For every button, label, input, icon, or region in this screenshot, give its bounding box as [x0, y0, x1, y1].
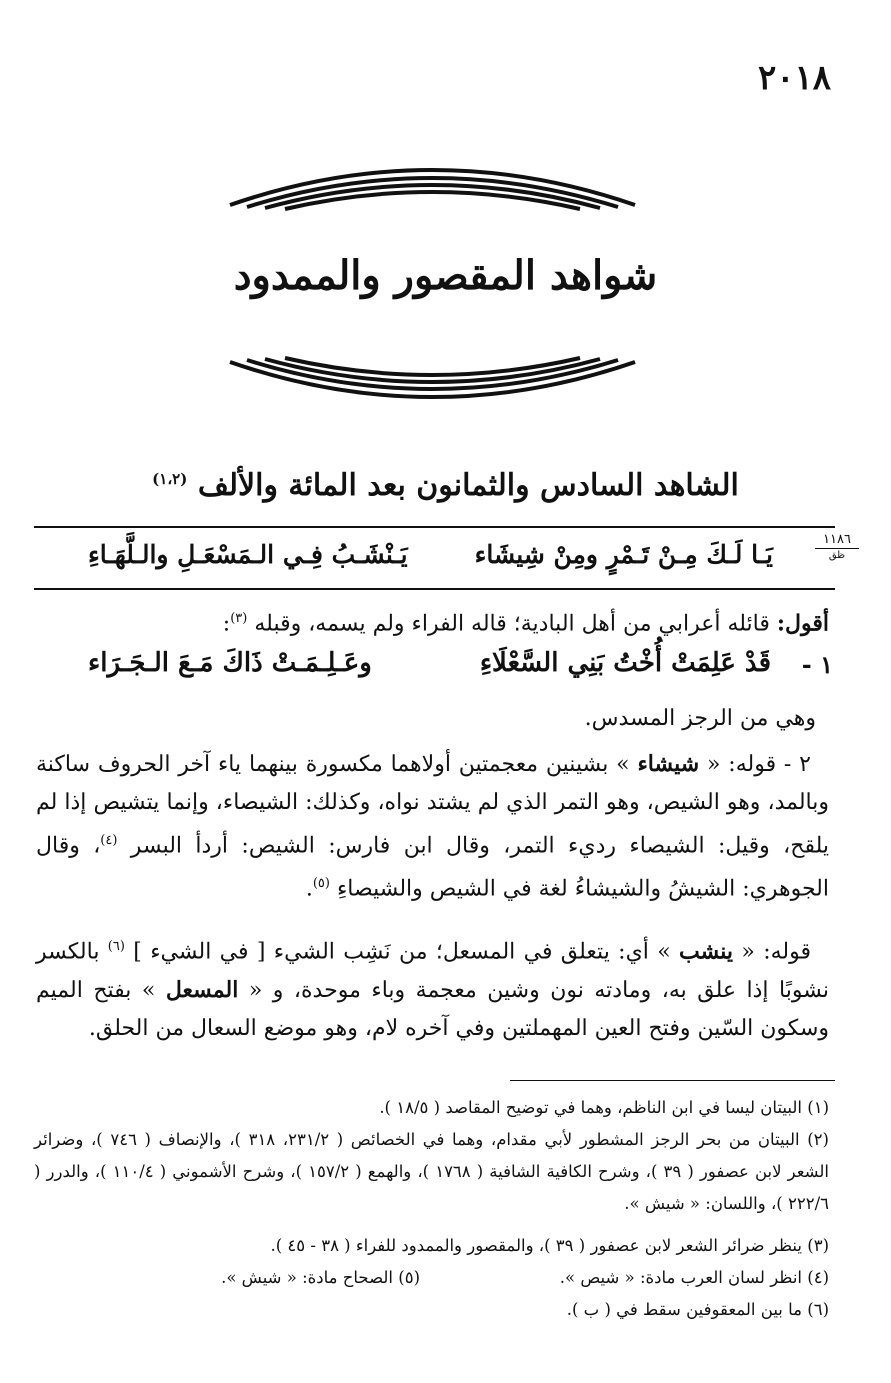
aqul-text: قائله أعرابي من أهل البادية؛ قاله الفراء ولم يسمه، وقبله — [254, 611, 770, 637]
main-verse-number-top: ١١٨٦ — [815, 533, 859, 549]
footnote-2: (٢) البيتان من بحر الرجز المشطور لأبي مقدام، وهما في الخصائص ( ٢٣١/٢، ٣١٨ )، والإنصاف ( ٧٤٦ )، وضرائر الشعر لابن عصفور ( ٣٩ )، وشرح الكافية الشافية ( ١٧٦٨ )، والهمع ( ١٥٧/٢ )، وشرح الأشموني ( ١١٠/٤ )، والدرر ( ٢٢٢/٦ )، واللسان: « شيش ». — [34, 1130, 829, 1213]
paragraph-aqul — [36, 600, 829, 643]
para3-text-a: » أي: يتعلق في المسعل؛ من نَشِب الشيء [ في الشيء ] — [124, 939, 680, 965]
para2-text-b: ، وقال الجوهري: الشيشُ والشيشاءُ لغة في الشيص والشيصاءِ — [36, 833, 829, 902]
meter-note: وهي من الرجز المسدس. — [584, 706, 816, 731]
para3-text-c: » بفتح الميم وسكون السّين وفتح العين المهملتين وفي آخره لام، وهو موضع السعال من الحلق. — [36, 978, 829, 1042]
aqul-note: (٣) — [230, 611, 248, 626]
section-title-text: الشاهد السادس والثمانون بعد المائة والألف — [197, 468, 739, 503]
footnote-4: (٤) انظر لسان العرب مادة: « شيص ». — [559, 1268, 829, 1287]
main-verse-number-bottom: ظق — [828, 550, 846, 561]
verse-rule-top — [34, 526, 835, 528]
pre-verse-number: ١ - — [801, 650, 833, 679]
footnote-1: (١) البيتان ليسا في ابن الناظم، وهما في توضيح المقاصد ( ١٨/٥ ). — [379, 1098, 829, 1117]
page-number: ٢٠١٨ — [757, 58, 831, 98]
pre-verse-hemistich-1: قَدْ عَلِمَتْ أُخْتُ بَنِي السَّعْلَاءِ — [479, 648, 771, 678]
para3-word-2: المسعل — [165, 977, 239, 1004]
para2-end: . — [305, 876, 313, 902]
para2-note-a: (٤) — [100, 833, 118, 848]
para2-lead: ٢ - قوله: « — [699, 752, 811, 777]
main-verse-number — [815, 533, 859, 563]
verse-rule-bottom — [34, 588, 835, 590]
pre-verse-hemistich-2: وعَـلِـمَـتْ ذَاكَ مَـعَ الـجَـرَاء — [88, 648, 372, 678]
top-arc-ornament — [225, 145, 640, 215]
paragraph-2 — [36, 745, 829, 909]
chapter-title: شواهد المقصور والممدود — [233, 252, 658, 299]
footnote-5: (٥) الصحاح مادة: « شيش ». — [221, 1268, 420, 1287]
bottom-arc-ornament — [225, 352, 640, 422]
para3-word-1: ينشب — [679, 938, 734, 965]
para3-lead: قوله: « — [733, 939, 811, 965]
footnote-3: (٣) ينظر ضرائر الشعر لابن عصفور ( ٣٩ )، والمقصور والممدود للفراء ( ٣٨ - ٤٥ ). — [270, 1236, 829, 1255]
para3-text-b: بالكسر نشوبًا إذا علق به، ومادته نون وشين معجمة وباء موحدة، و « — [36, 939, 829, 1004]
footnote-separator — [510, 1080, 835, 1081]
aqul-label: أقول: — [776, 610, 829, 637]
section-title-note: (١،٢) — [152, 470, 188, 488]
footnote-6: (٦) ما بين المعقوفين سقط في ( ب ). — [566, 1300, 829, 1319]
main-verse-hemistich-2: يَـنْشَـبُ فِـي الـمَسْعَـلِ والـلَّهَـاءِ — [88, 540, 408, 569]
paragraph-3 — [36, 928, 829, 1048]
main-verse-hemistich-1: يَـا لَـكَ مِـنْ تَـمْرٍ ومِنْ شِيشَاء — [474, 540, 773, 569]
para2-text-a: » بشينين معجمتين أولاهما مكسورة بينهما ياء آخر الحروف ساكنة وبالمد، وهو الشيص، وهو التمر الذي لم يشتد نواه، وكذلك: الشيصاء، وإنما يتشيص إذا لم يلقح، وقيل: الشيصاء رديء التمر، وقال ابن فارس: الشيص: أردأ البسر — [36, 752, 829, 859]
para2-word: شيشاء — [637, 751, 700, 777]
para2-note-b: (٥) — [312, 876, 330, 892]
aqul-end: : — [222, 611, 231, 637]
section-title — [0, 468, 891, 503]
para3-note-a: (٦) — [107, 939, 125, 954]
